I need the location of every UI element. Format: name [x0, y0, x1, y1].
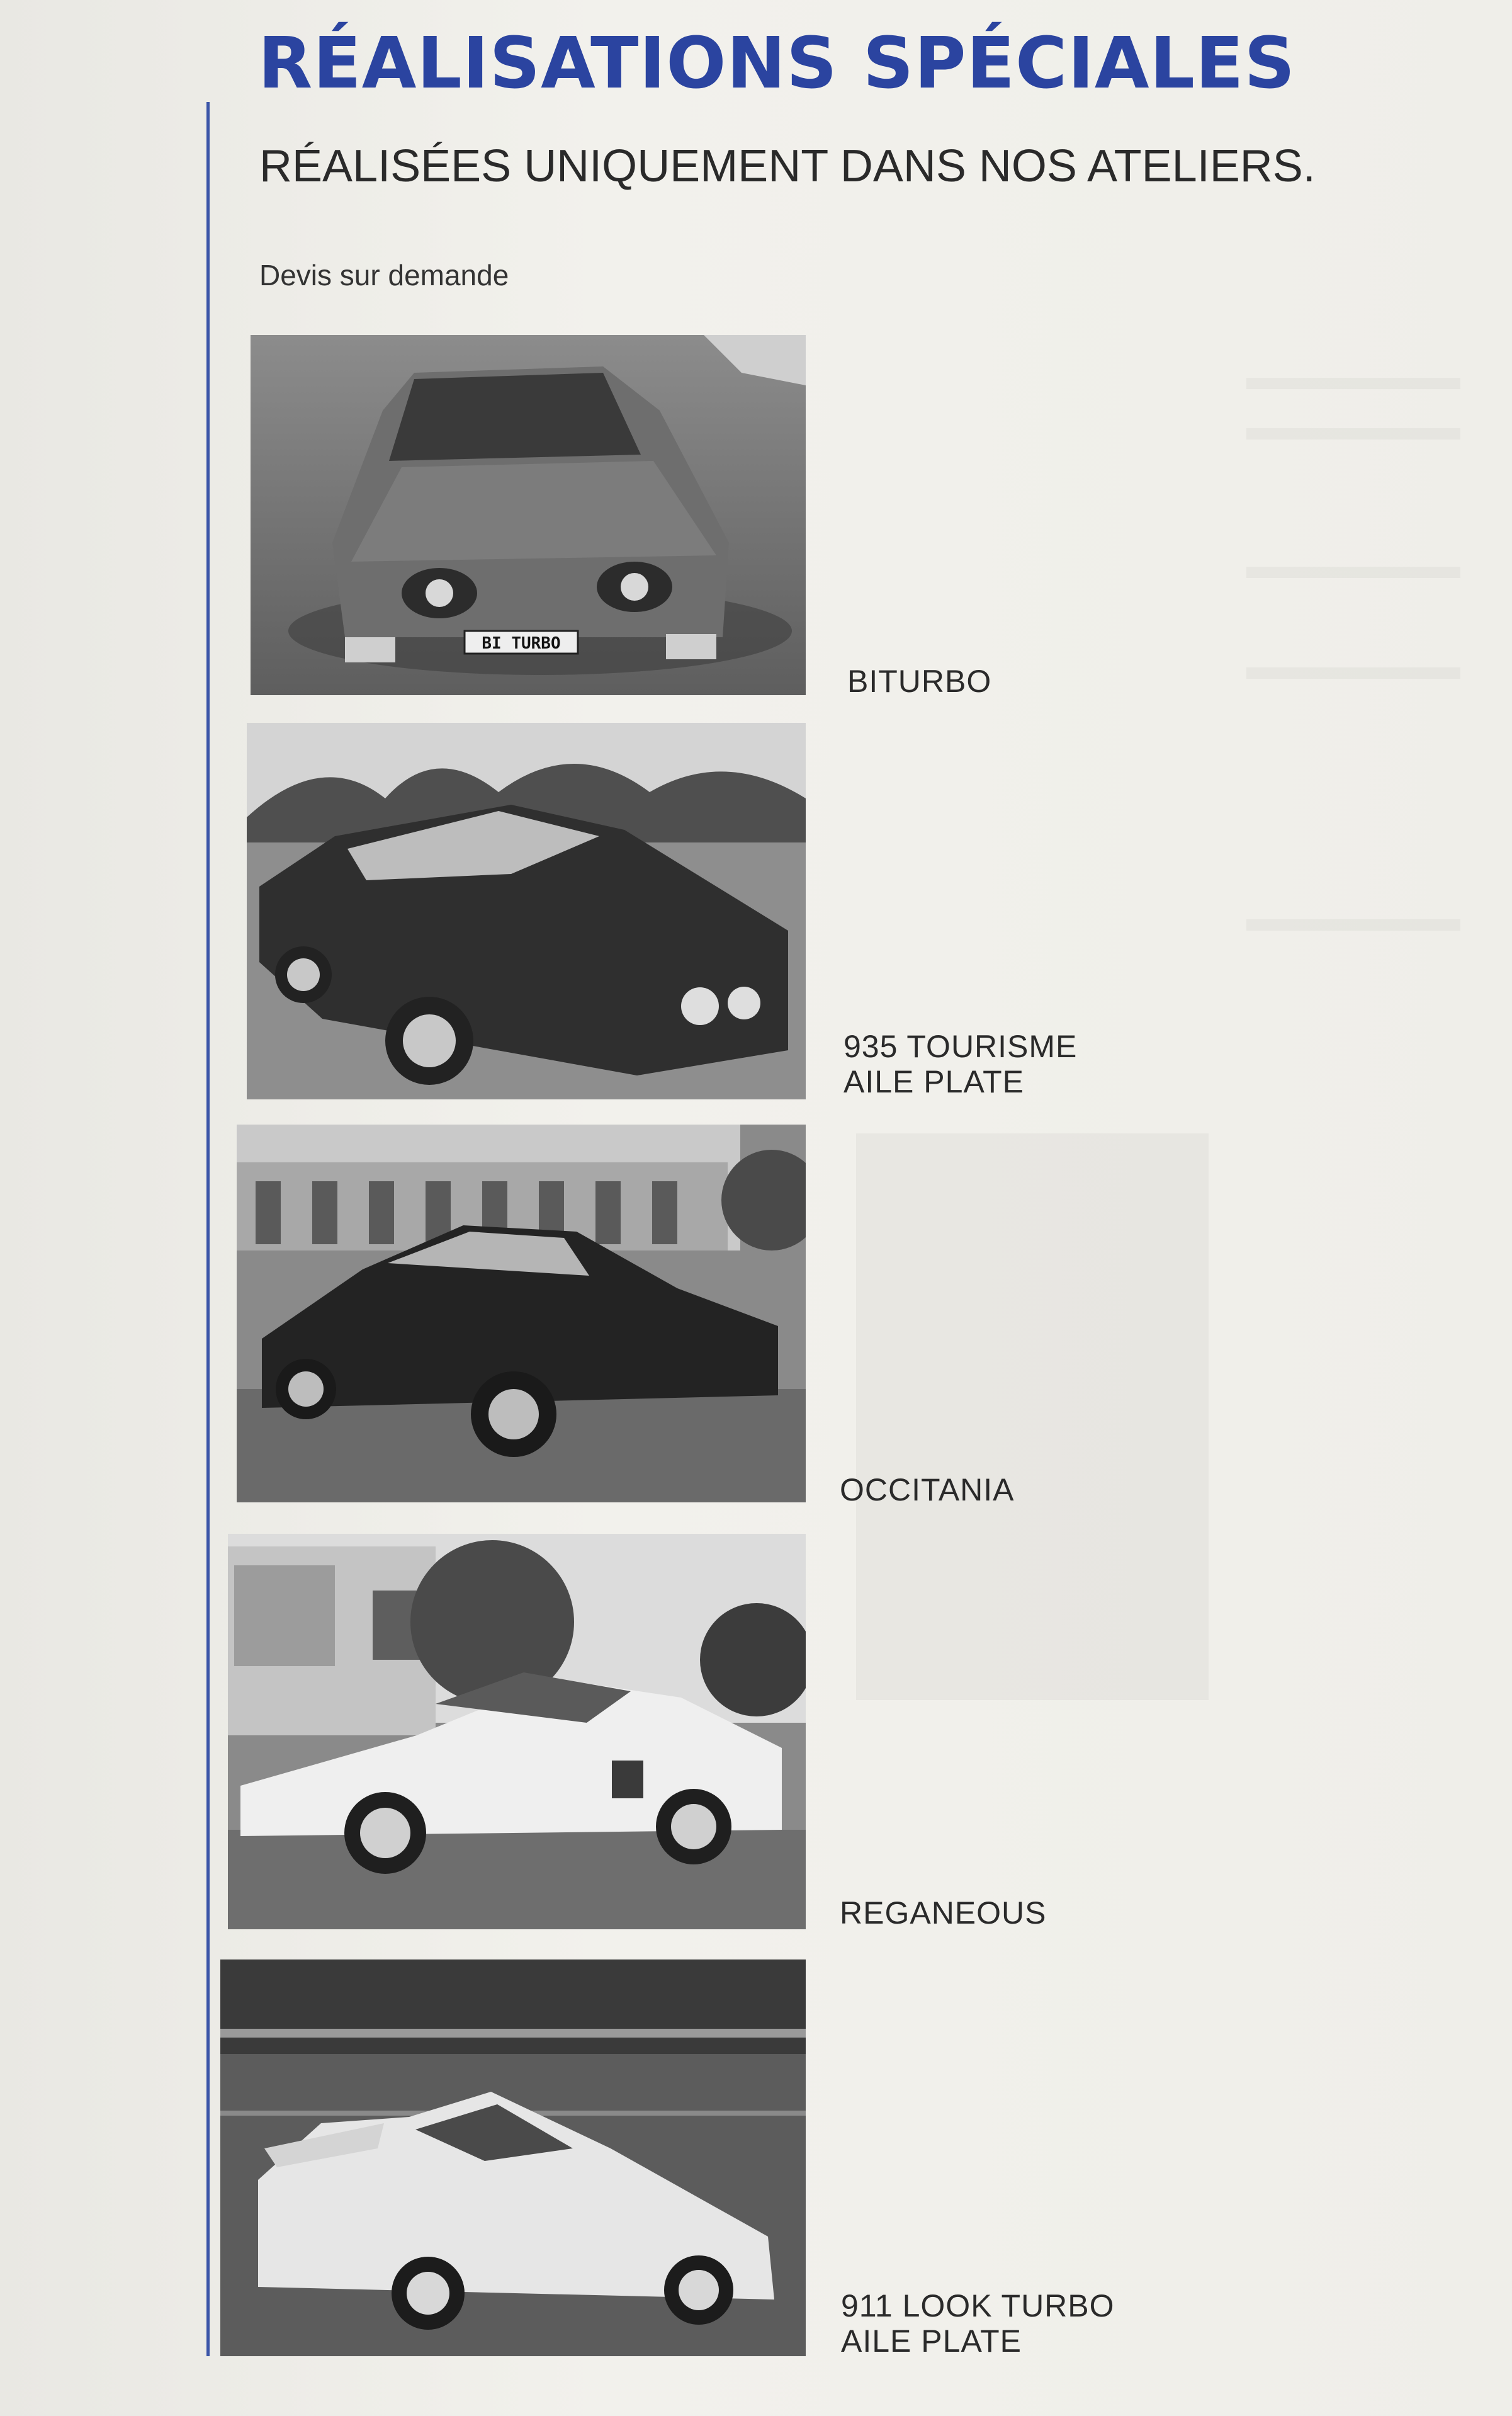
photo-935-tourisme [247, 723, 806, 1099]
caption-occitania: OCCITANIA [840, 1472, 1015, 1507]
bleed-through-block [1246, 428, 1460, 440]
bleed-through-block [856, 1133, 1209, 1700]
bleed-through-block [1246, 378, 1460, 389]
caption-biturbo: BITURBO [847, 664, 992, 699]
bleed-through-block [1246, 919, 1460, 931]
photo-occitania [237, 1125, 806, 1502]
photo-reganeous [228, 1534, 806, 1929]
car-photo-icon [237, 1125, 806, 1502]
caption-935-tourisme: 935 TOURISME AILE PLATE [843, 1029, 1078, 1099]
bleed-through-block [1246, 567, 1460, 578]
car-photo-icon [251, 335, 806, 695]
photo-911-look-turbo [220, 1959, 806, 2356]
license-plate: BI TURBO [482, 634, 561, 653]
vertical-rule [206, 102, 210, 2356]
bleed-through-block [1246, 667, 1460, 679]
caption-911-look-turbo: 911 LOOK TURBO AILE PLATE [841, 2288, 1115, 2359]
car-photo-icon [228, 1534, 806, 1929]
car-photo-icon [247, 723, 806, 1099]
caption-reganeous: REGANEOUS [840, 1895, 1047, 1931]
photo-biturbo [251, 335, 806, 695]
car-photo-icon [220, 1959, 806, 2356]
page-title: RÉALISATIONS SPÉCIALES [258, 23, 1296, 105]
page-subtitle: RÉALISÉES UNIQUEMENT DANS NOS ATELIERS. [259, 141, 1316, 191]
quote-note: Devis sur demande [259, 259, 509, 292]
